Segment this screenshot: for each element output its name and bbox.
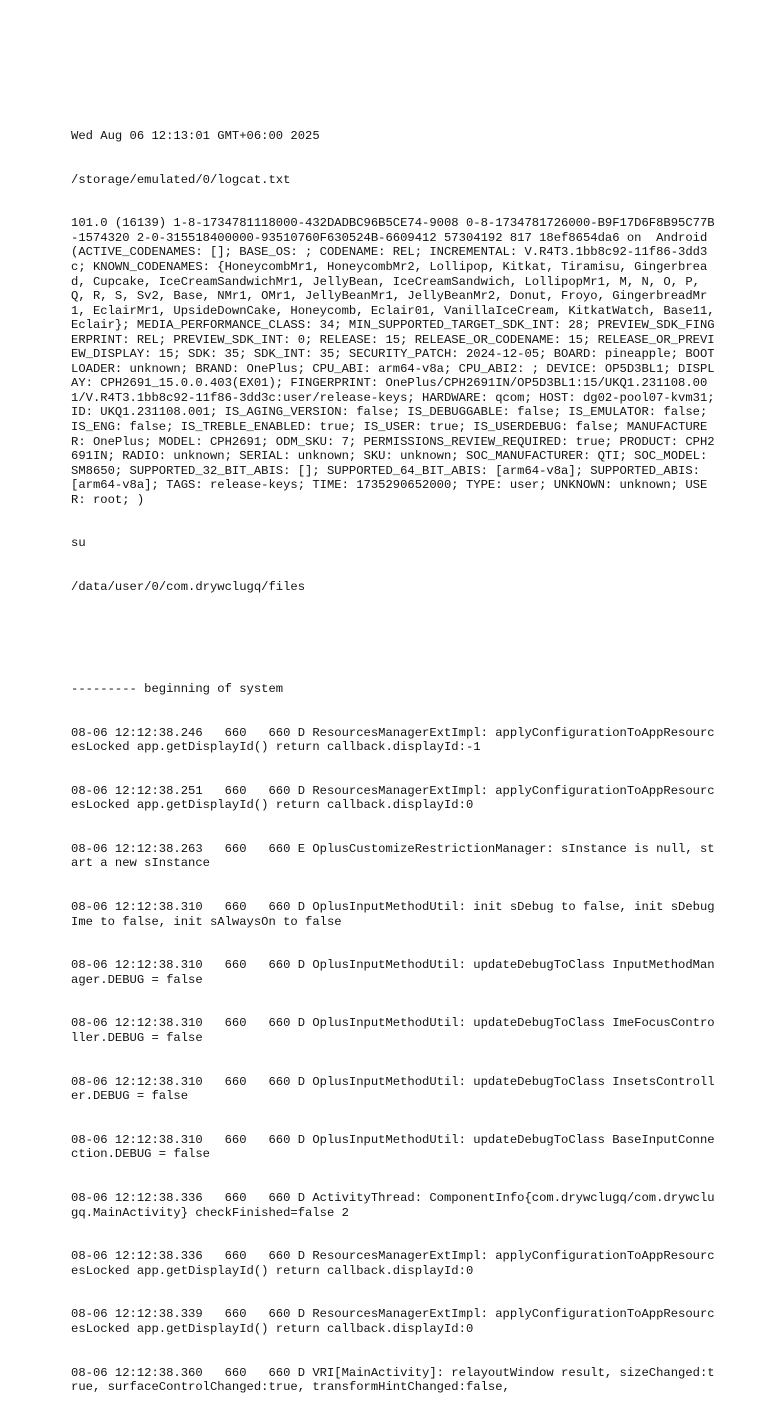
files-path-line: /data/user/0/com.drywclugq/files [71,580,306,595]
log-entry: 08-06 12:12:38.310 660 660 D OplusInputMethodUtil: init sDebug to false, init sDebugIme to false, init sAlwaysOn to false [71,900,715,929]
log-entry: 08-06 12:12:38.310 660 660 D OplusInputMethodUtil: updateDebugToClass ImeFocusController.DEBUG = false [71,1016,715,1045]
log-entry: 08-06 12:12:38.339 660 660 D ResourcesManagerExtImpl: applyConfigurationToAppResourcesLocked app.getDisplayId() return callback.displayId:0 [71,1307,715,1336]
log-entry: 08-06 12:12:38.251 660 660 D ResourcesManagerExtImpl: applyConfigurationToAppResourcesLocked app.getDisplayId() return callback.displayId:0 [71,783,715,813]
file-path-line: /storage/emulated/0/logcat.txt [71,172,291,187]
log-entry: 08-06 12:12:38.263 660 660 E OplusCustomizeRestrictionManager: sInstance is null, start a new sInstance [71,841,715,871]
log-entry: 08-06 12:12:38.360 660 660 D VRI[MainActivity]: relayoutWindow result, sizeChanged:true, surfaceControlChanged:true, transformHintChanged:false, [71,1365,715,1395]
timestamp-line: Wed Aug 06 12:13:01 GMT+06:00 2025 [71,129,320,144]
su-line: su [71,536,86,551]
log-entry: 08-06 12:12:38.336 660 660 D ResourcesManagerExtImpl: applyConfigurationToAppResourcesLocked app.getDisplayId() return callback.displayId:0 [71,1249,715,1278]
log-entry: 08-06 12:12:38.246 660 660 D ResourcesManagerExtImpl: applyConfigurationToAppResourcesLocked app.getDisplayId() return callback.displayId:-1 [71,725,715,755]
log-entry: 08-06 12:12:38.336 660 660 D ActivityThread: ComponentInfo{com.drywclugq/com.drywclugq.MainActivity} checkFinished=false 2 [71,1191,715,1220]
log-entry: 08-06 12:12:38.310 660 660 D OplusInputMethodUtil: updateDebugToClass InputMethodManager.DEBUG = false [71,958,715,987]
build-info-block: 101.0 (16139) 1-8-1734781118000-432DADBC96B5CE74-9008 0-8-1734781726000-B9F17D6F8B95C77B-1574320 2-0-315518400000-93510760F630524B-6609412 57304192 817 18ef8654da6 on Android(ACTIVE_CODENAMES: []; BASE_OS: ; CODENAME: REL; INCREMENTAL: V.R4T3.1bb8c92-11f86-3dd3c; KNOWN_CODENAMES: {HoneycombMr1, HoneycombMr2, Lollipop, Kitkat, Tiramisu, Gingerbread, Cupcake, IceCreamSandwichMr1, JellyBean, IceCreamSandwich, LollipopMr1, M, N, O, P, Q, R, S, Sv2, Base, NMr1, OMr1, JellyBeanMr1, JellyBeanMr2, Donut, Froyo, GingerbreadMr1, EclairMr1, UpsideDownCake, Honeycomb, Eclair01, VanillaIceCream, KitkatWatch, Base11, Eclair}; MEDIA_PERFORMANCE_CLASS: 34; MIN_SUPPORTED_TARGET_SDK_INT: 28; PREVIEW_SDK_FINGERPRINT: REL; PREVIEW_SDK_INT: 0; RELEASE: 15; RELEASE_OR_CODENAME: 15; RELEASE_OR_PREVIEW_DISPLAY: 15; SDK: 35; SDK_INT: 35; SECURITY_PATCH: 2024-12-05; BOARD: pineapple; BOOTLOADER: unknown; BRAND: OnePlus; CPU_ABI: arm64-v8a; CPU_ABI2: ; DEVICE: OP5D3BL1; DISPLAY: CPH2691_15.0.0.403(EX01); FINGERPRINT: OnePlus/CPH2691IN/OP5D3BL1:15/UKQ1.231108.001/V.R4T3.1bb8c92-11f86-3dd3c:user/release-keys; HARDWARE: qcom; HOST: dg02-pool07-kvm31; ID: UKQ1.231108.001; IS_AGING_VERSION: false; IS_DEBUGGABLE: false; IS_EMULATOR: false; IS_ENG: false; IS_TREBLE_ENABLED: true; IS_USER: true; IS_USERDEBUG: false; MANUFACTURER: OnePlus; MODEL: CPH2691; ODM_SKU: 7; PERMISSIONS_REVIEW_REQUIRED: true; PRODUCT: CPH2691IN; RADIO: unknown; SERIAL: unknown; SKU: unknown; SOC_MANUFACTURER: QTI; SOC_MODEL: SM8650; SUPPORTED_32_BIT_ABIS: []; SUPPORTED_64_BIT_ABIS: [arm64-v8a]; SUPPORTED_ABIS: [arm64-v8a]; TAGS: release-keys; TIME: 1735290652000; TYPE: user; UNKNOWN: unknown; USER: root; ) [71,216,722,507]
log-section-title: --------- beginning of system [71,681,284,696]
log-entry: 08-06 12:12:38.310 660 660 D OplusInputMethodUtil: updateDebugToClass InsetsController.DEBUG = false [71,1074,715,1104]
logcat-text [71,100,721,1424]
log-entry: 08-06 12:12:38.310 660 660 D OplusInputMethodUtil: updateDebugToClass BaseInputConnection.DEBUG = false [71,1132,715,1162]
blank-gap [71,624,721,653]
